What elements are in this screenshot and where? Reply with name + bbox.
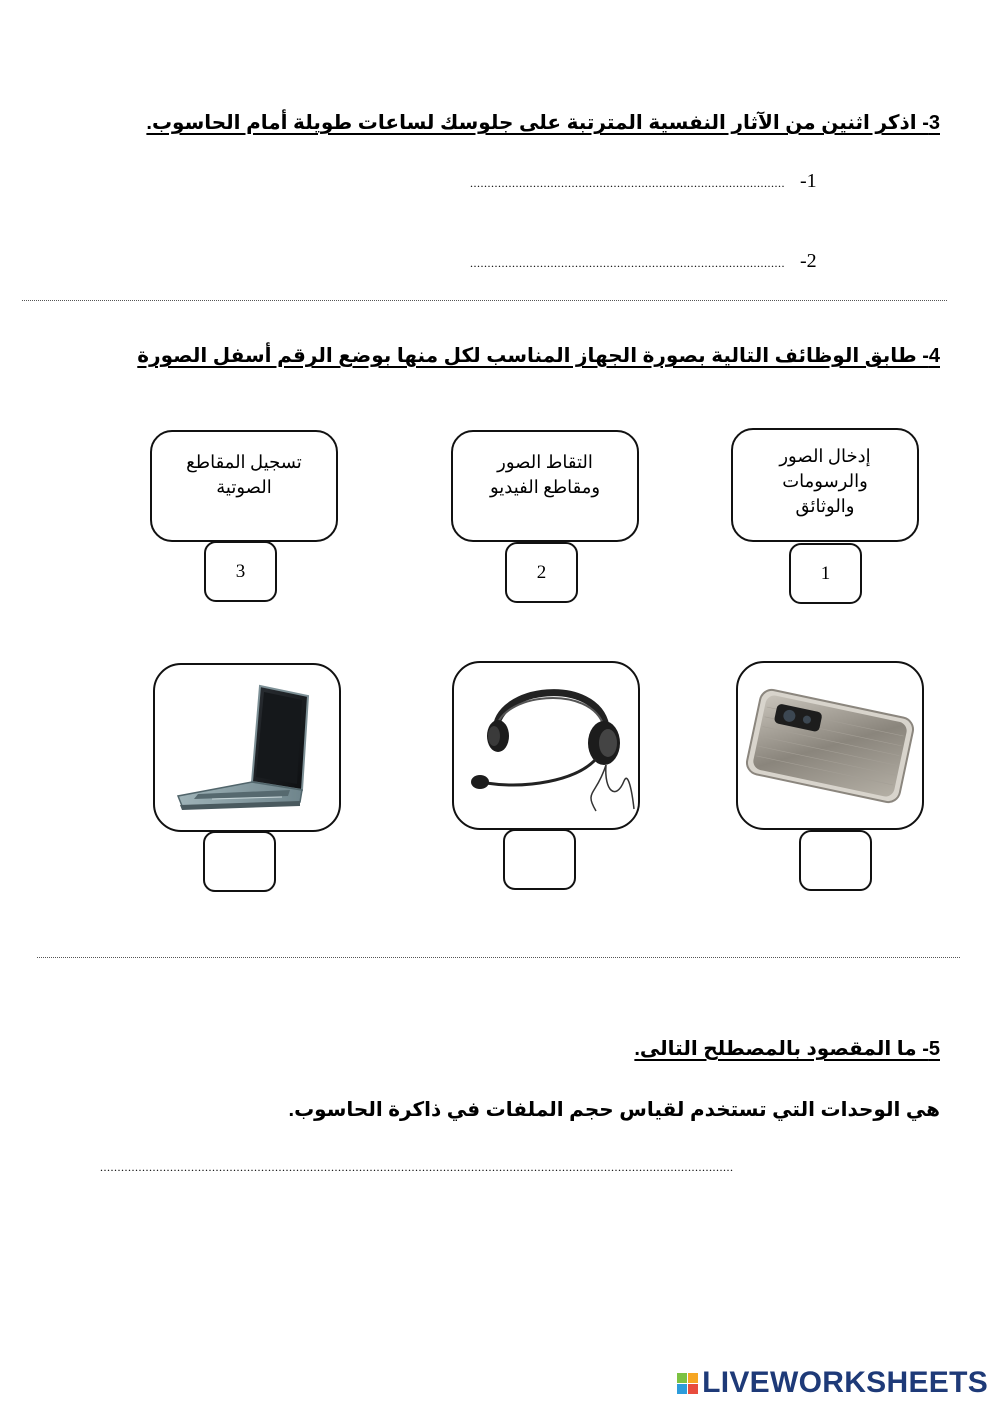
q3-answer-line-1[interactable] — [470, 170, 817, 193]
device-image-box — [153, 663, 341, 832]
device-answer-box[interactable] — [503, 829, 576, 890]
answer-dots: .......................................................................................... — [470, 256, 785, 270]
device-answer-box[interactable] — [203, 831, 276, 892]
answer-label: -1 — [800, 170, 817, 192]
answer-dots: .......................................................................................... — [470, 176, 785, 190]
function-box-audio — [150, 430, 338, 542]
headset-icon — [456, 671, 636, 821]
laptop-icon — [172, 678, 322, 818]
function-box-camera — [451, 430, 639, 542]
function-number-box: 1 — [789, 543, 862, 604]
q3-title: 3- اذكر اثنين من الآثار النفسية المترتبة على جلوسك لساعات طويلة أمام الحاسوب. — [146, 112, 940, 134]
q5-title: 5- ما المقصود بالمصطلح التالى. — [634, 1038, 940, 1060]
answer-label: -2 — [800, 250, 817, 272]
liveworksheets-logo — [677, 1366, 988, 1400]
smartphone-icon — [740, 681, 920, 811]
function-text: إدخال الصور والرسومات والوثائق — [779, 446, 871, 517]
section-divider — [37, 957, 960, 958]
logo-text: LIVEWORKSHEETS — [702, 1366, 988, 1399]
q3-answer-line-2[interactable] — [470, 250, 817, 273]
device-answer-box[interactable] — [799, 830, 872, 891]
function-number-box: 3 — [204, 541, 277, 602]
function-text: تسجيل المقاطع الصوتية — [186, 452, 302, 498]
function-box-input — [731, 428, 919, 542]
logo-mark-icon — [677, 1373, 698, 1394]
q4-title: 4- طابق الوظائف التالية بصورة الجهاز المناسب لكل منها بوضع الرقم أسفل الصورة — [137, 345, 940, 367]
section-divider — [22, 300, 947, 301]
q5-answer-line[interactable]: ..................................................................................................................................................................................... — [100, 1160, 734, 1174]
q5-statement: هي الوحدات التي تستخدم لقياس حجم الملفات في ذاكرة الحاسوب. — [288, 1099, 940, 1121]
device-image-box — [452, 661, 640, 830]
device-image-box — [736, 661, 924, 830]
function-text: التقاط الصور ومقاطع الفيديو — [489, 452, 601, 498]
function-number-box: 2 — [505, 542, 578, 603]
